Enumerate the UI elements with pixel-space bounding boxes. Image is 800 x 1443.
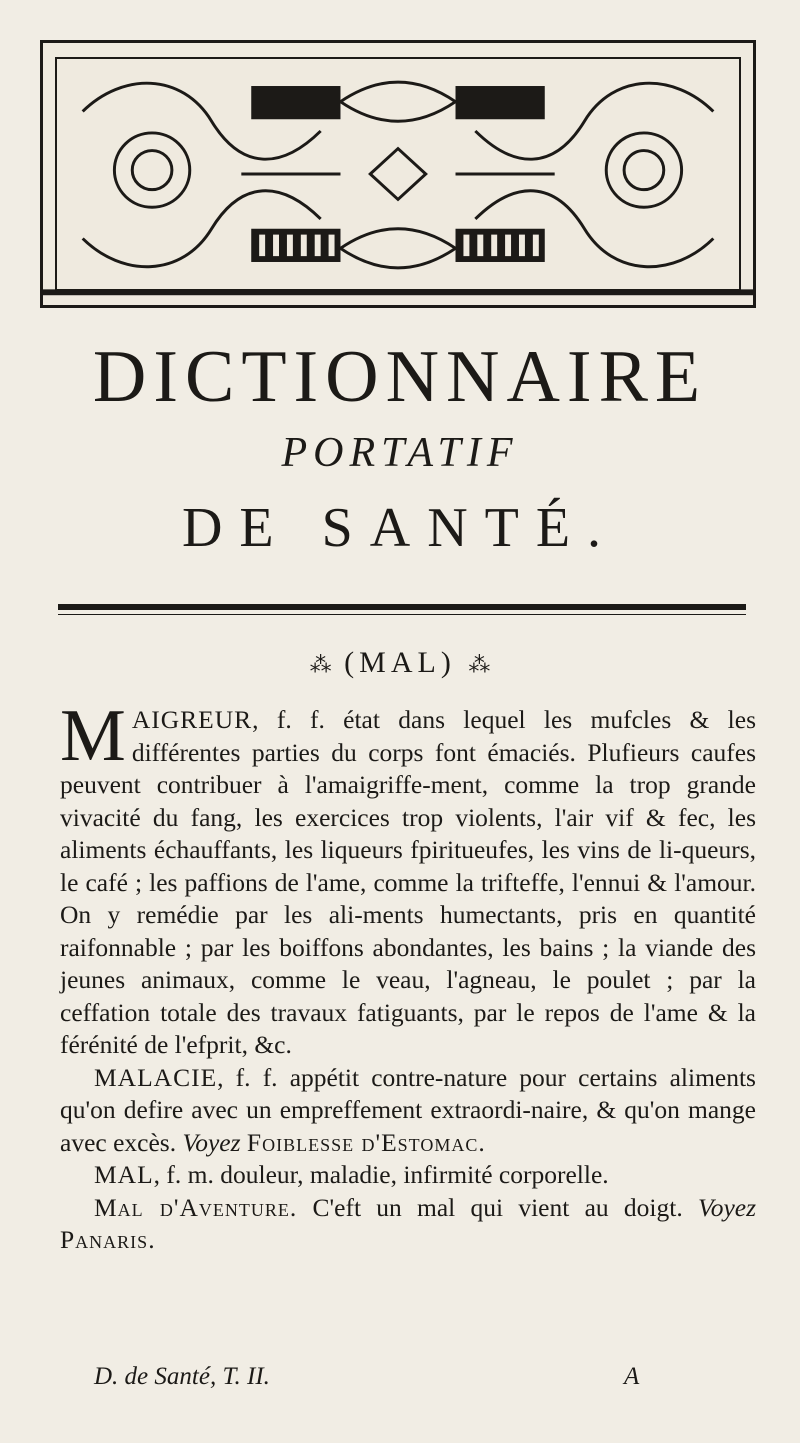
entry-definition: , f. f. appétit contre-nature pour certains aliments qu'on defire avec un empreffement extraordi-naire, & qu'on mange avec excès.	[60, 1062, 756, 1157]
entry-mal-aventure	[60, 1192, 756, 1257]
signature-mark: A	[624, 1363, 640, 1390]
ornament-scrollwork-icon	[43, 43, 753, 305]
section-label: (MAL)	[344, 646, 456, 679]
see-target: Panaris.	[60, 1225, 156, 1254]
drop-cap: M	[60, 695, 126, 777]
fleuron-left-icon: ⁂	[309, 652, 332, 677]
see-target: Foiblesse d'Estomac.	[246, 1127, 486, 1157]
see-label: Voyez	[182, 1127, 241, 1157]
entry-definition: C'eft un mal qui vient au doigt.	[297, 1192, 698, 1222]
running-title: D. de Santé, T. II.	[94, 1363, 270, 1390]
entry-malacie	[60, 1062, 756, 1160]
dictionary-text	[60, 695, 757, 1257]
entry-maigreur	[60, 695, 756, 1062]
entry-headword: MAL	[94, 1160, 154, 1189]
page-footer	[94, 1364, 734, 1389]
entry-definition: , f. f. état dans lequel les mufcles & les différentes parties du corps font émaciés. Plufieurs caufes peuvent contribuer à l'amaigriffe-ment, comme la trop grande vivacité du fang, les exercices trop violents, l'air vif & fec, les aliments échauffants, les liqueurs fpiritueufes, les vins de li-queurs, le café ; les paffions de l'ame, comme la trifteffe, l'ennui & l'amour. On y remédie par les ali-ments humectants, pris en quantité raifonnable ; par les boiffons abondantes, les bains ; la viande des jeunes animaux, comme le veau, l'agneau, le poulet ; par la ceffation totale des travaux fatiguants, par le repos de l'ame & la férénité de l'efprit, &c.	[60, 705, 756, 1059]
fleuron-right-icon: ⁂	[468, 652, 491, 677]
entry-definition: , f. m. douleur, maladie, infirmité corporelle.	[153, 1160, 609, 1189]
ornamental-header-band	[40, 40, 756, 308]
title-rule-thin	[58, 614, 746, 615]
book-title: DICTIONNAIRE	[92, 336, 708, 418]
book-subtitle: PORTATIF	[281, 430, 519, 476]
see-label: Voyez	[697, 1192, 757, 1222]
title-rule-thick	[58, 604, 746, 610]
section-heading	[0, 648, 800, 678]
book-title-suffix: DE SANTÉ.	[181, 497, 619, 559]
entry-mal	[60, 1159, 756, 1192]
entry-headword: Mal d'Aventure.	[94, 1192, 298, 1222]
entry-headword: MALACIE	[94, 1062, 218, 1092]
entry-headword: AIGREUR	[131, 705, 253, 734]
